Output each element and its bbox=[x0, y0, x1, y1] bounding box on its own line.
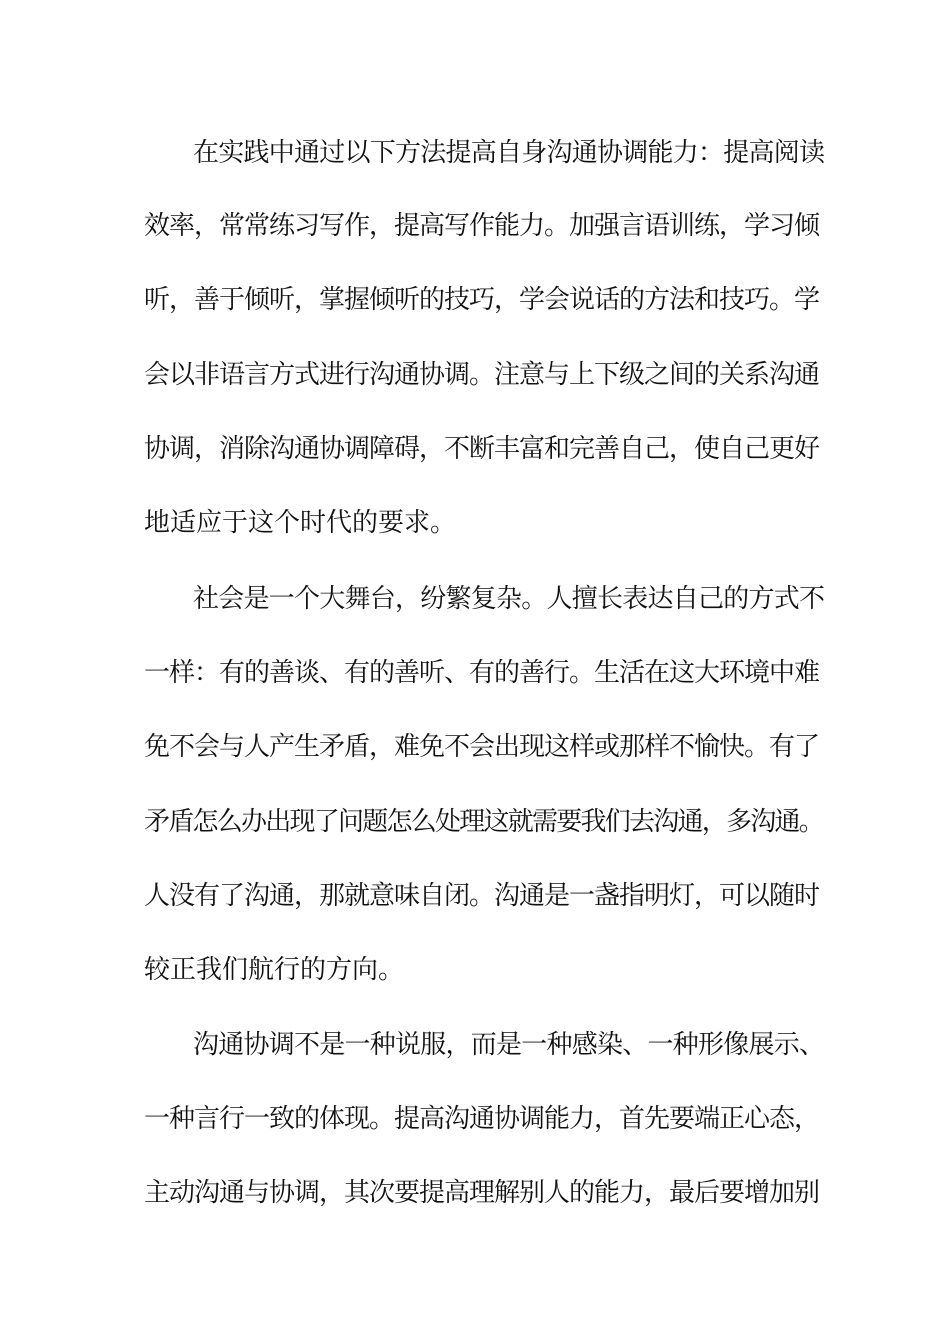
paragraph-1-line-1: 在实践中通过以下方法提高自身沟通协调能力：提高阅读 bbox=[193, 138, 825, 168]
paragraph-1-line-6: 地适应于这个时代的要求。 bbox=[144, 508, 457, 538]
paragraph-2-line-5: 人没有了沟通，那就意味自闭。沟通是一盏指明灯，可以随时 bbox=[144, 881, 820, 911]
paragraph-2-line-1: 社会是一个大舞台，纷繁复杂。人擅长表达自己的方式不 bbox=[193, 584, 825, 614]
paragraph-1-line-4: 会以非语言方式进行沟通协调。注意与上下级之间的关系沟通 bbox=[144, 360, 820, 390]
paragraph-3-line-2: 一种言行一致的体现。提高沟通协调能力，首先要端正心态， bbox=[144, 1104, 820, 1134]
paragraph-2-line-4: 矛盾怎么办出现了问题怎么处理这就需要我们去沟通，多沟通。 bbox=[144, 807, 824, 837]
paragraph-1-line-2: 效率，常常练习写作，提高写作能力。加强言语训练，学习倾 bbox=[144, 211, 820, 241]
paragraph-1-line-5: 协调，消除沟通协调障碍，不断丰富和完善自己，使自己更好 bbox=[144, 434, 820, 464]
paragraph-3-line-3: 主动沟通与协调，其次要提高理解别人的能力，最后要增加别 bbox=[144, 1178, 820, 1208]
paragraph-2-line-3: 免不会与人产生矛盾，难免不会出现这样或那样不愉快。有了 bbox=[144, 732, 820, 762]
paragraph-1-line-3: 听，善于倾听，掌握倾听的技巧，学会说话的方法和技巧。学 bbox=[144, 285, 820, 315]
paragraph-2-line-6: 较正我们航行的方向。 bbox=[144, 955, 405, 985]
paragraph-3-line-1: 沟通协调不是一种说服，而是一种感染、一种形像展示、 bbox=[193, 1030, 825, 1060]
paragraph-2-line-2: 一样：有的善谈、有的善听、有的善行。生活在这大环境中难 bbox=[144, 658, 820, 688]
